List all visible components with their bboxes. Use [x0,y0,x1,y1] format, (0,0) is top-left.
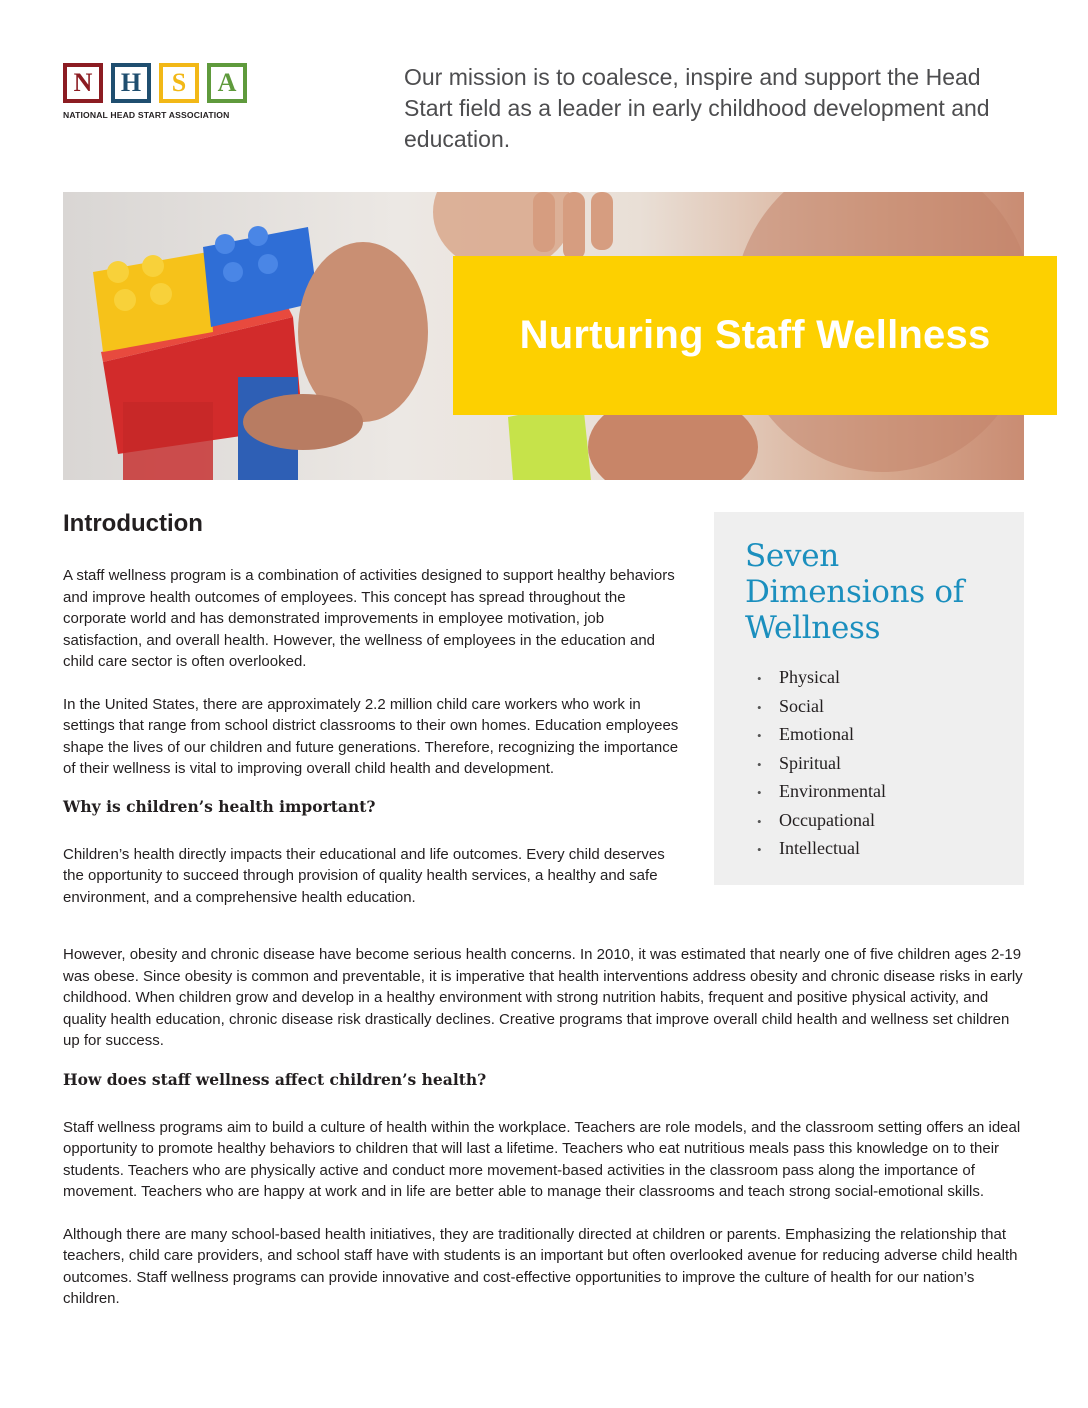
intro-paragraph-1: A staff wellness program is a combination of activities designed to support healthy behaviors and improve health outcomes of employees. This concept has spread throughout the corporate world and has demonstrated improvements in employee motivation, job satisfaction, and overall health. However, the wellness of employees in the education and child care sector is often overlooked. [63,567,675,670]
nhsa-logo [63,63,281,120]
dimensions-list [745,664,1004,864]
section1-paragraph-1: Children’s health directly impacts their educational and life outcomes. Every child deserves the opportunity to succeed through provision of quality health services, a healthy and safe environment, and a comprehensive health education. [63,845,665,906]
page-title: Nurturing Staff Wellness [519,313,991,357]
section2-paragraph-1: Staff wellness programs aim to build a culture of health within the workplace. Teachers are role models, and the classroom setting offers an ideal opportunity to promote healthy behaviors to children that will last a lifetime. Teachers who eat nutritious meals pass this knowledge on to their students. Teachers who are physically active and conduct more movement-based activities in the classroom pass along the importance of movement. Teachers who are happy at work and in life are better able to manage their classrooms and teach strong social-emotional skills. [63,1118,1021,1200]
intro-section [63,510,683,908]
logo-letter-a: A [207,63,247,103]
logo-letter-h: H [111,63,151,103]
intro-heading: Introduction [63,510,203,537]
section-heading-staff-wellness: How does staff wellness affect children’s health? [63,1069,487,1089]
section-heading-childrens-health: Why is children’s health important? [63,796,376,816]
list-item [745,835,1004,864]
list-item [745,693,1004,722]
list-item-label: Occupational [779,809,875,830]
list-item [745,721,1004,750]
list-item [745,664,1004,693]
logo-letter-n: N [63,63,103,103]
list-item [745,807,1004,836]
wellness-dimensions-sidebar [714,512,1024,885]
logo-letters [63,63,281,103]
bullet-icon: • [757,785,762,800]
section2-paragraph-2: Although there are many school-based health initiatives, they are traditionally directed at children or parents. Emphasizing the relationship that teachers, child care providers, and school staff have with students is an important but often overlooked avenue for reducing adverse child health outcomes. Staff wellness programs can provide innovative and cost-effective opportunities to improve the culture of health for our nation’s children. [63,1225,1018,1307]
section1-paragraph-2: However, obesity and chronic disease have become serious health concerns. In 2010, it was estimated that nearly one of five children ages 2-19 was obese. Since obesity is common and preventable, it is imperative that health interventions address obesity and chronic disease risks in early childhood. When children grow and develop in a healthy environment with strong nutrition habits, frequent and positive physical activity, and quality health education, chronic disease risk drastically declines. Creative programs that improve overall child health and wellness set children up for success. [63,946,1023,1049]
list-item [745,778,1004,807]
body-section [63,944,1025,1310]
list-item [745,750,1004,779]
intro-paragraph-2: In the United States, there are approximately 2.2 million child care workers who work in settings that range from school district classrooms to their own homes. Education employees shape the lives of our children and future generations. Therefore, recognizing the importance of their wellness is vital to improving overall child health and development. [63,695,679,777]
list-item-label: Physical [779,667,840,687]
list-item-label: Environmental [779,781,886,801]
bullet-icon: • [757,671,762,686]
title-banner [453,256,1057,415]
bullet-icon: • [757,699,762,715]
mission-statement: Our mission is to coalesce, inspire and support the Head Start field as a leader in early childhood development and education. [404,64,990,152]
logo-letter-s: S [159,63,199,103]
list-item-label: Social [779,695,824,716]
bullet-icon: • [757,842,762,857]
bullet-icon: • [757,756,762,772]
bullet-icon: • [757,813,762,829]
list-item-label: Emotional [779,724,854,744]
list-item-label: Spiritual [779,752,841,773]
sidebar-title: Seven Dimensions of Wellness [745,538,964,646]
bullet-icon: • [757,728,762,743]
list-item-label: Intellectual [779,838,860,858]
logo-caption: NATIONAL HEAD START ASSOCIATION [63,110,230,120]
